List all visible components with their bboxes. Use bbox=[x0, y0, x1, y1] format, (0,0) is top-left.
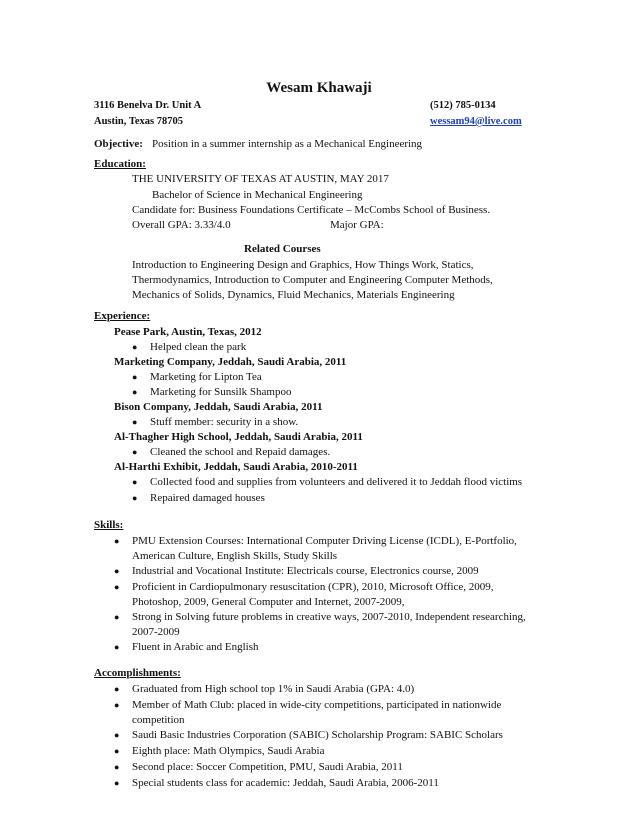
courses-line: Introduction to Engineering Design and Graphics, How Things Work, Statics, bbox=[132, 259, 474, 271]
bullet-icon: ● bbox=[114, 582, 120, 592]
bullet-icon: ● bbox=[114, 536, 120, 546]
job-bullet: Stuff member: security in a show. bbox=[150, 416, 299, 428]
bullet-icon: ● bbox=[132, 417, 138, 427]
job-title: Al-Harthi Exhibit, Jeddah, Saudi Arabia, 2010-2011 bbox=[114, 461, 358, 473]
skill-line: PMU Extension Courses: International Computer Driving License (ICDL), E-Portfolio, bbox=[132, 535, 517, 547]
bullet-icon: ● bbox=[132, 477, 138, 487]
email-link[interactable]: wessam94@live.com bbox=[430, 116, 522, 127]
bullet-icon: ● bbox=[114, 762, 120, 772]
skill-line: 2007-2009 bbox=[132, 626, 180, 638]
accomplishment-line: Member of Math Club: placed in wide-city competitions, participated in nationwide bbox=[132, 699, 502, 711]
phone-number: (512) 785-0134 bbox=[430, 100, 496, 111]
skills-label: Skills: bbox=[94, 519, 124, 531]
skill-line: American Culture, English Skills, Study Skills bbox=[132, 550, 338, 562]
skill-line: Industrial and Vocational Institute: Electricals course, Electronics course, 2009 bbox=[132, 565, 479, 577]
job-bullet: Repaired damaged houses bbox=[150, 492, 265, 504]
accomplishment-line: competition bbox=[132, 714, 185, 726]
education-degree: Bachelor of Science in Mechanical Engineering bbox=[152, 189, 363, 201]
skill-line: Fluent in Arabic and English bbox=[132, 641, 259, 653]
courses-line: Mechanics of Solids, Dynamics, Fluid Mechanics, Materials Engineering bbox=[132, 289, 455, 301]
resume-name: Wesam Khawaji bbox=[266, 80, 372, 96]
job-title: Marketing Company, Jeddah, Saudi Arabia, 2011 bbox=[114, 356, 347, 368]
bullet-icon: ● bbox=[114, 684, 120, 694]
job-title: Al-Thagher High School, Jeddah, Saudi Arabia, 2011 bbox=[114, 431, 363, 443]
bullet-icon: ● bbox=[114, 700, 120, 710]
bullet-icon: ● bbox=[132, 387, 138, 397]
education-label: Education: bbox=[94, 158, 146, 170]
skill-line: Photoshop, 2009, General Computer and Internet, 2007-2009, bbox=[132, 596, 405, 608]
experience-label: Experience: bbox=[94, 310, 151, 322]
accomplishments-label: Accomplishments: bbox=[94, 667, 181, 679]
accomplishment-line: Eighth place: Math Olympics, Saudi Arabia bbox=[132, 745, 325, 757]
address-line-1: 3116 Benelva Dr. Unit A bbox=[94, 100, 202, 111]
bullet-icon: ● bbox=[114, 612, 120, 622]
education-certificate: Candidate for: Business Foundations Certificate – McCombs School of Business. bbox=[132, 204, 491, 216]
bullet-icon: ● bbox=[132, 342, 138, 352]
skill-line: Proficient in Cardiopulmonary resuscitation (CPR), 2010, Microsoft Office, 2009, bbox=[132, 581, 494, 593]
address-line-2: Austin, Texas 78705 bbox=[94, 116, 183, 127]
job-bullet: Marketing for Lipton Tea bbox=[150, 371, 262, 383]
job-title: Pease Park, Austin, Texas, 2012 bbox=[114, 326, 262, 338]
job-title: Bison Company, Jeddah, Saudi Arabia, 2011 bbox=[114, 401, 323, 413]
job-bullet: Helped clean the park bbox=[150, 341, 247, 353]
job-bullet: Cleaned the school and Repaid damages. bbox=[150, 446, 331, 458]
bullet-icon: ● bbox=[132, 372, 138, 382]
bullet-icon: ● bbox=[132, 447, 138, 457]
accomplishment-line: Special students class for academic: Jeddah, Saudi Arabia, 2006-2011 bbox=[132, 777, 439, 789]
education-school: THE UNIVERSITY OF TEXAS AT AUSTIN, MAY 2017 bbox=[132, 173, 389, 185]
related-courses-title: Related Courses bbox=[244, 243, 321, 255]
job-bullet: Collected food and supplies from volunteers and delivered it to Jeddah flood victims bbox=[150, 476, 523, 488]
job-bullet: Marketing for Sunsilk Shampoo bbox=[150, 386, 292, 398]
education-gpa: Overall GPA: 3.33/4.0 bbox=[132, 219, 231, 231]
bullet-icon: ● bbox=[114, 642, 120, 652]
accomplishment-line: Graduated from High school top 1% in Saudi Arabia (GPA: 4.0) bbox=[132, 683, 415, 695]
objective-label: Objective: bbox=[94, 138, 143, 150]
skill-line: Strong in Solving future problems in creative ways, 2007-2010, Independent researching, bbox=[132, 611, 526, 623]
accomplishment-line: Second place: Soccer Competition, PMU, Saudi Arabia, 2011 bbox=[132, 761, 403, 773]
bullet-icon: ● bbox=[132, 493, 138, 503]
objective-text: Position in a summer internship as a Mechanical Engineering bbox=[152, 138, 423, 150]
bullet-icon: ● bbox=[114, 730, 120, 740]
education-major-gpa: Major GPA: bbox=[330, 219, 384, 231]
bullet-icon: ● bbox=[114, 746, 120, 756]
accomplishment-line: Saudi Basic Industries Corporation (SABIC) Scholarship Program: SABIC Scholars bbox=[132, 729, 503, 741]
bullet-icon: ● bbox=[114, 778, 120, 788]
bullet-icon: ● bbox=[114, 566, 120, 576]
courses-line: Thermodynamics, Introduction to Computer and Engineering Computer Methods, bbox=[132, 274, 493, 286]
